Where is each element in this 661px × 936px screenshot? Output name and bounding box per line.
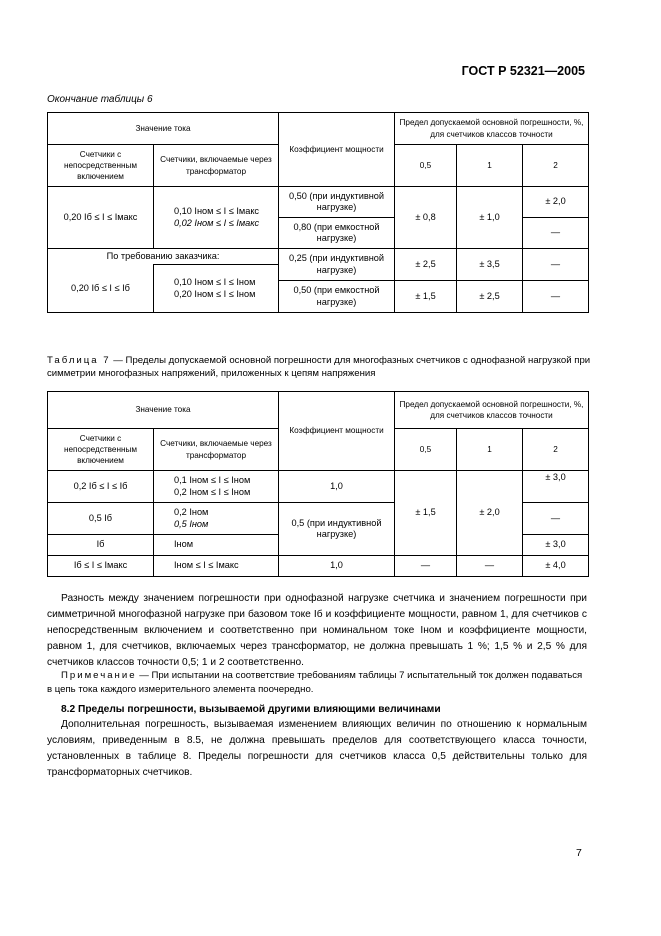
cell-line: 0,02 Iном ≤ I ≤ Iмакс: [174, 217, 260, 228]
table-cell: [154, 187, 279, 249]
table-cell: ± 2,5: [395, 249, 457, 281]
table-cell: ± 2,0: [457, 471, 523, 556]
header-class-1: 1: [457, 429, 523, 471]
table7-title: — Пределы допускаемой основной погрешности для многофазных счетчиков с однофазной нагрузкой при симметрии многофазных напряжений, приложенных к цепям напряжения: [47, 355, 591, 380]
table-cell: Iном: [154, 535, 279, 556]
table-cell: 0,5 (при индуктивной нагрузке): [279, 503, 395, 556]
cell-line: 0,5 Iном: [174, 518, 209, 529]
table-cell: —: [523, 281, 589, 313]
header-direct-meters: Счетчики с непосредственным включением: [48, 429, 154, 471]
table-cell: ± 3,0: [523, 535, 589, 556]
paragraph-difference: Разность между значением погрешности при однофазной нагрузке счетчика и значением погрешности при симметричной многофазной нагрузке при базовом токе Iб и коэффициенте мощности, равном 1, для счетчиков с непосредственным включением и соответственно при номинальном токе Iном и коэффициенте мощности, равном 1, для счетчиков, включаемых через трансформатор, не должна превышать 1 %; 1,5 % и 2,5 % для счетчиков классов точности 0,5; 1 и 2 соответственно.: [47, 593, 587, 669]
table-cell: [154, 471, 279, 503]
table-cell: —: [523, 218, 589, 249]
header-direct-meters: Счетчики с непосредственным включением: [48, 145, 154, 187]
header-error-limit: Предел допускаемой основной погрешности, %, для счетчиков классов точности: [395, 113, 589, 145]
header-class-0-5: 0,5: [395, 145, 457, 187]
table-cell: —: [523, 503, 589, 535]
note-label: Примечание: [61, 670, 137, 681]
table-cell: —: [523, 249, 589, 281]
table-cell: ± 0,8: [395, 187, 457, 249]
cell-line: 0,2 Iном: [174, 507, 209, 517]
cell-line: 0,20 Iном ≤ I ≤ Iном: [174, 288, 256, 299]
header-transformer-meters: Счетчики, включаемые через трансформатор: [154, 429, 279, 471]
header-class-0-5: 0,5: [395, 429, 457, 471]
header-class-1: 1: [457, 145, 523, 187]
table-cell: Iб ≤ I ≤ Iмакс: [48, 556, 154, 577]
note-text: — При испытании на соответствие требованиям таблицы 7 испытательный ток должен подаваться в цепь тока каждого измерительного элемента поочередно.: [47, 670, 583, 696]
paragraph-additional-error: Дополнительная погрешность, вызываемая изменением влияющих величин по отношению к нормальным условиям, приведенным в 8.5, не должна превышать пределов для соответствующего класса точности, установленных в таблице 8. Пределы погрешности для счетчиков класса 0,5 действительны только для трансформаторных счетчиков.: [47, 719, 587, 779]
table-cell: 0,80 (при емкостной нагрузке): [279, 218, 395, 249]
table-6: [47, 112, 589, 313]
table-cell: [154, 265, 279, 313]
table-cell: 1,0: [279, 556, 395, 577]
table-cell: Iб: [48, 535, 154, 556]
table-cell: Iном ≤ I ≤ Iмакс: [154, 556, 279, 577]
cell-line: 0,10 Iном ≤ I ≤ Iмакс: [174, 206, 260, 216]
cell-line: 0,10 Iном ≤ I ≤ Iном: [174, 277, 256, 287]
page-number: 7: [576, 847, 582, 859]
table-cell: ± 4,0: [523, 556, 589, 577]
header-power-factor: Коэффициент мощности: [279, 113, 395, 187]
table-cell: 0,50 (при индуктивной нагрузке): [279, 187, 395, 218]
table-cell: 0,50 (при емкостной нагрузке): [279, 281, 395, 313]
header-error-limit: Предел допускаемой основной погрешности, %, для счетчиков классов точности: [395, 392, 589, 429]
header-class-2: 2: [523, 145, 589, 187]
table-7: [47, 391, 589, 577]
table-cell: 0,2 Iб ≤ I ≤ Iб: [48, 471, 154, 503]
document-id: ГОСТ Р 52321—2005: [461, 64, 585, 78]
table-cell: 0,20 Iб ≤ I ≤ Iмакс: [48, 187, 154, 249]
section-heading-8-2: 8.2 Пределы погрешности, вызываемой другими влияющими величинами: [61, 704, 441, 715]
table6-caption: Окончание таблицы 6: [47, 94, 153, 105]
table-cell: [154, 503, 279, 535]
table-cell: 1,0: [279, 471, 395, 503]
table-cell: ± 2,5: [457, 281, 523, 313]
table-cell: 0,20 Iб ≤ I ≤ Iб: [48, 265, 154, 313]
table-cell: ± 1,5: [395, 471, 457, 556]
cell-line: 0,1 Iном ≤ I ≤ Iном: [174, 475, 251, 485]
header-current-value: Значение тока: [48, 113, 279, 145]
table-cell: 0,25 (при индуктивной нагрузке): [279, 249, 395, 281]
note: [47, 669, 587, 698]
table-cell: 0,5 Iб: [48, 503, 154, 535]
table-cell: ± 3,5: [457, 249, 523, 281]
table-cell: —: [395, 556, 457, 577]
table7-caption: [47, 354, 592, 381]
table7-label: Таблица 7: [47, 355, 111, 366]
table-cell-request: По требованию заказчика:: [48, 249, 279, 265]
header-class-2: 2: [523, 429, 589, 471]
table-cell: —: [457, 556, 523, 577]
table-cell: ± 3,0: [523, 471, 589, 503]
table-cell: ± 1,0: [457, 187, 523, 249]
header-transformer-meters: Счетчики, включаемые через трансформатор: [154, 145, 279, 187]
cell-line: 0,2 Iном ≤ I ≤ Iном: [174, 486, 251, 497]
header-power-factor: Коэффициент мощности: [279, 392, 395, 471]
table-cell: ± 1,5: [395, 281, 457, 313]
header-current-value: Значение тока: [48, 392, 279, 429]
table-cell: ± 2,0: [523, 187, 589, 218]
